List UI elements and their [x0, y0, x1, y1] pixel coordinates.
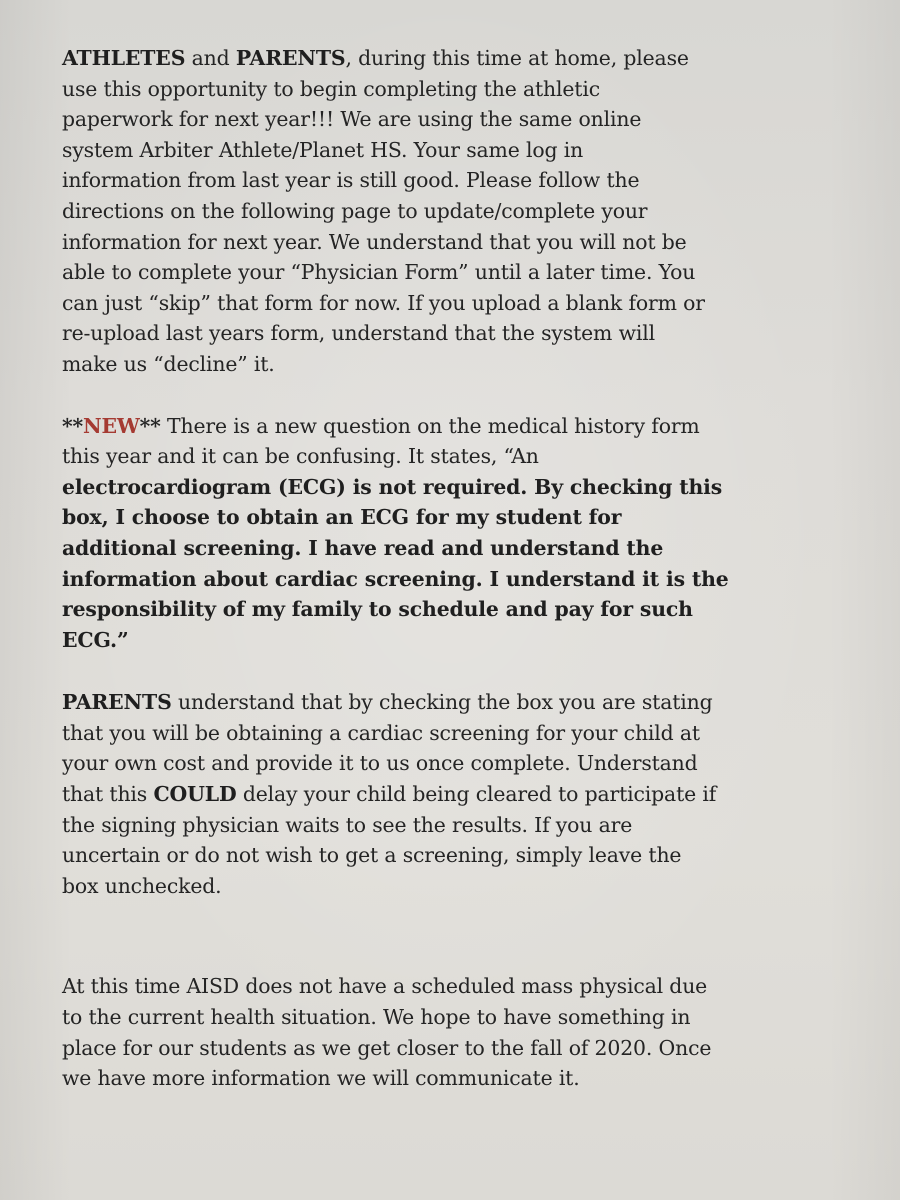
paragraph-text: delay your child being cleared to participate if: [236, 782, 717, 807]
paragraph-line: [62, 411, 842, 442]
paragraph-line: we have more information we will communicate it.: [62, 1066, 580, 1091]
athletics-paperwork-paragraph: [62, 43, 842, 380]
parents-ecg-paragraph: [62, 687, 842, 901]
paragraph-line: information from last year is still good. Please follow the: [62, 168, 640, 193]
paragraph-line: system Arbiter Athlete/Planet HS. Your same log in: [62, 137, 584, 162]
ecg-question-paragraph: [62, 411, 842, 656]
parents-heading-word: PARENTS: [235, 46, 346, 70]
paragraph-line: can just “skip” that form for now. If you upload a blank form or: [62, 290, 705, 315]
quoted-form-text-line: information about cardiac screening. I understand it is the: [62, 566, 729, 591]
paragraph-line: use this opportunity to begin completing the athletic: [62, 76, 600, 101]
paragraph-text: , during this time at home, please: [345, 46, 689, 70]
paragraph-line: [62, 687, 842, 718]
asterisk-suffix: **: [139, 413, 161, 438]
new-label: NEW: [83, 413, 140, 438]
quoted-form-text-line: additional screening. I have read and understand the: [62, 535, 664, 560]
paragraph-spacer: [62, 901, 842, 971]
paragraph-line: [62, 779, 842, 810]
mass-physical-paragraph: [62, 971, 842, 1093]
quoted-form-text-line: box, I choose to obtain an ECG for my student for: [62, 505, 622, 530]
paragraph-line: this year and it can be confusing. It states, “An: [62, 444, 539, 469]
athletes-heading-word: ATHLETES: [62, 46, 186, 70]
paragraph-text: that this: [62, 782, 154, 807]
quoted-form-text-line: electrocardiogram (ECG) is not required. By checking this: [62, 474, 723, 499]
paragraph-text: There is a new question on the medical history form: [160, 413, 700, 438]
asterisk-prefix: **: [62, 413, 84, 438]
paragraph-line: information for next year. We understand that you will not be: [62, 229, 687, 254]
quoted-form-text-line: responsibility of my family to schedule and pay for such: [62, 597, 693, 622]
paragraph-line: directions on the following page to update/complete your: [62, 198, 648, 223]
paragraph-line: box unchecked.: [62, 873, 222, 898]
paragraph-spacer: [62, 380, 842, 411]
paragraph-line: the signing physician waits to see the results. If you are: [62, 812, 633, 837]
connector-text: and: [185, 46, 236, 70]
parents-heading-word: PARENTS: [62, 690, 172, 715]
quoted-form-text-line: ECG.”: [62, 627, 129, 652]
paragraph-line: make us “decline” it.: [62, 351, 275, 376]
paragraph-line: to the current health situation. We hope to have something in: [62, 1005, 691, 1030]
paragraph-line: [62, 43, 842, 74]
paragraph-spacer: [62, 655, 842, 687]
document-text: [62, 43, 842, 1094]
paragraph-line: place for our students as we get closer to the fall of 2020. Once: [62, 1035, 712, 1060]
paragraph-line: paperwork for next year!!! We are using the same online: [62, 107, 642, 132]
paragraph-line: that you will be obtaining a cardiac screening for your child at: [62, 720, 700, 745]
paragraph-line: At this time AISD does not have a scheduled mass physical due: [62, 974, 708, 999]
paragraph-line: uncertain or do not wish to get a screening, simply leave the: [62, 843, 682, 868]
emphasis-could: COULD: [153, 782, 237, 807]
paragraph-line: re-upload last years form, understand that the system will: [62, 321, 655, 346]
paragraph-text: understand that by checking the box you are stating: [171, 690, 713, 715]
paragraph-line: your own cost and provide it to us once complete. Understand: [62, 751, 698, 776]
paragraph-line: able to complete your “Physician Form” until a later time. You: [62, 260, 696, 285]
